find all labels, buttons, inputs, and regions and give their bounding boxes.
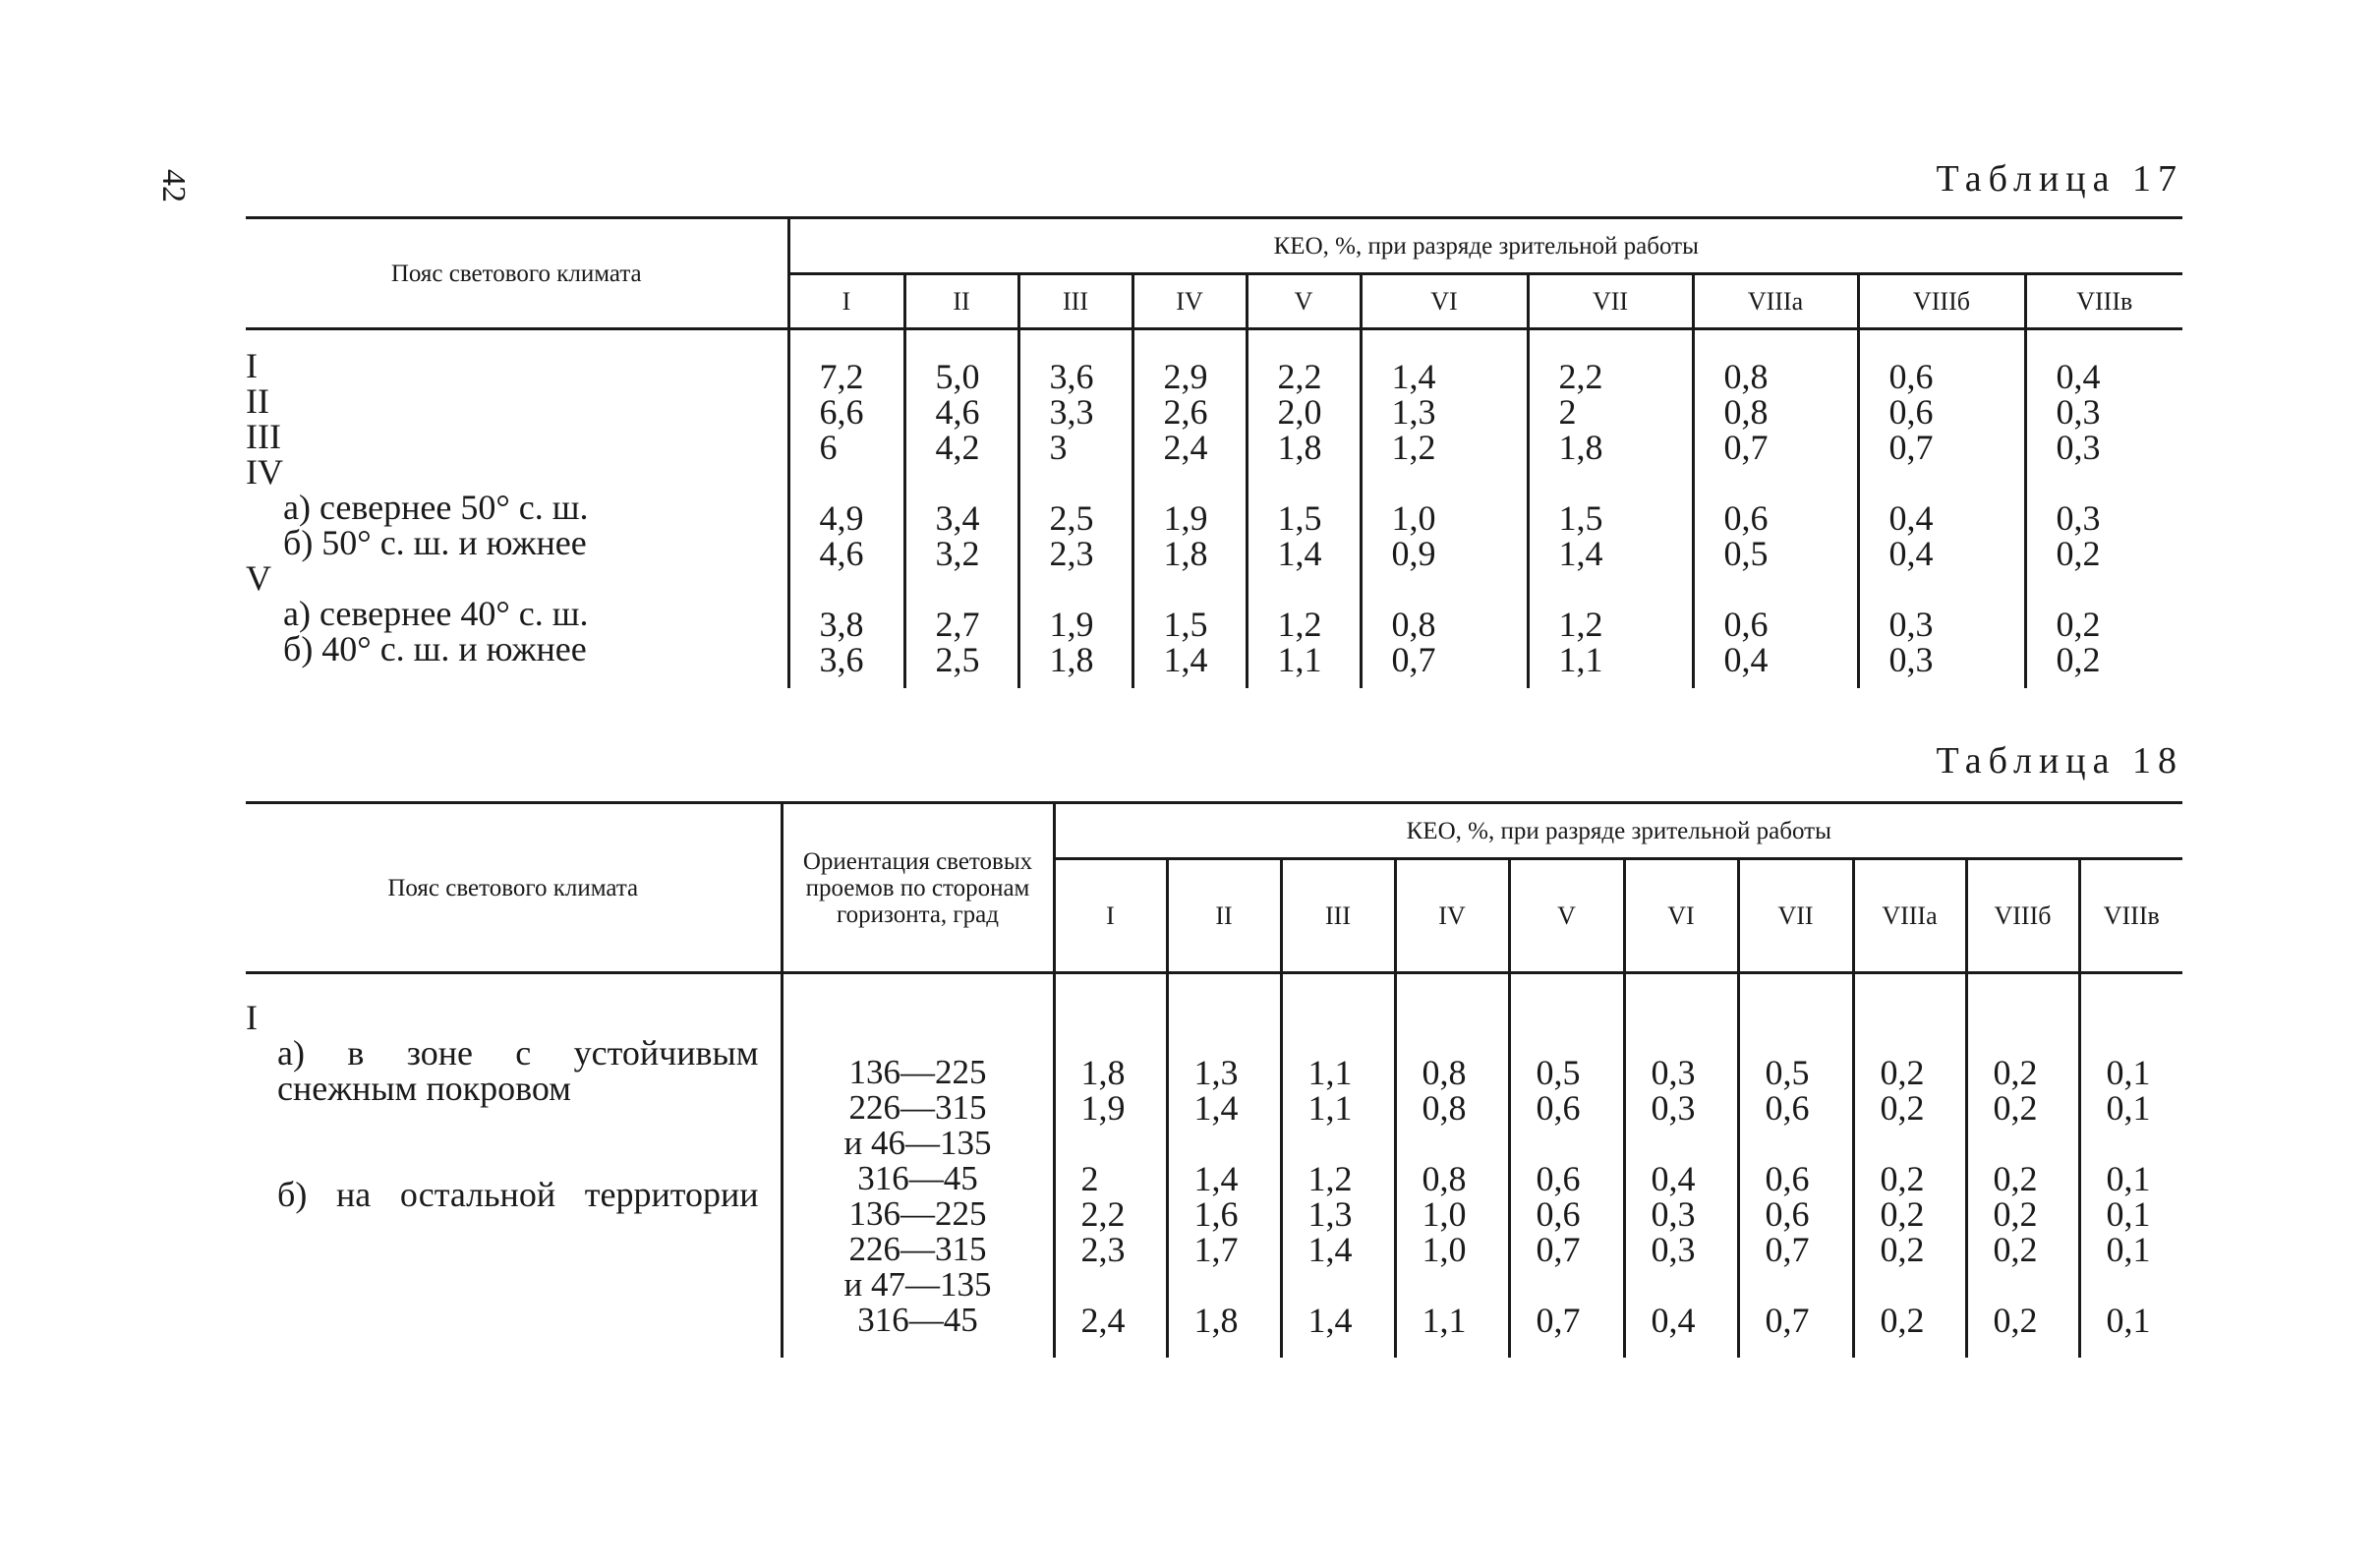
table17-value: [1164, 571, 1246, 607]
table18-value: 0,8: [1422, 1088, 1467, 1128]
table18-value: 1,4: [1193, 1088, 1239, 1128]
table18-empty-line: [1766, 1019, 1852, 1055]
table18-empty-line: [2107, 1267, 2183, 1303]
table18-value: 1,9: [1080, 1088, 1126, 1128]
table17-row-label: II: [246, 381, 269, 421]
table17-value: 1,4: [1277, 534, 1322, 573]
table17-zone-cell: [246, 329, 788, 689]
table18-empty-line: [1994, 1267, 2078, 1303]
table18-value: 1,7: [1193, 1230, 1239, 1269]
table18-header-zone: Пояс светового климата: [246, 803, 782, 973]
table17-value: 0,2: [2056, 534, 2101, 573]
table18-zone-line: б) на остальной территории: [277, 1175, 759, 1214]
table18-empty-line: [1766, 1126, 1852, 1161]
table17-value: 2,5: [935, 640, 980, 679]
table18-caption: Таблица 18: [1936, 740, 2183, 782]
table17-row-label: I: [246, 346, 258, 385]
table18-zone-line: [246, 1106, 759, 1141]
table17-value: 1,2: [1277, 605, 1322, 644]
table17-value: 1,8: [1049, 640, 1094, 679]
table17-value: 1,3: [1391, 392, 1436, 432]
table18-empty-line: [1194, 1019, 1280, 1055]
table17-value: 0,8: [1391, 605, 1436, 644]
table17-value: [1392, 571, 1527, 607]
table17-value: 3,6: [1049, 357, 1094, 396]
table17-value: 0,4: [1888, 534, 1934, 573]
table18-empty-line: [1308, 1126, 1394, 1161]
table17-value: 3,8: [819, 605, 864, 644]
table17-value-col: [1528, 329, 1693, 689]
table17-value-col: [1361, 329, 1528, 689]
table17-value: 0,7: [1723, 428, 1769, 467]
table18-value: 0,1: [2106, 1159, 2151, 1198]
table18-col-header: IV: [1395, 859, 1509, 973]
table18-col-header: VIIIа: [1853, 859, 1966, 973]
table17-col-header: V: [1247, 274, 1361, 329]
table18-value: 0,8: [1422, 1053, 1467, 1092]
table18-value: 0,2: [1993, 1053, 2038, 1092]
table17-value: 0,7: [1888, 428, 1934, 467]
table17-value: [820, 465, 903, 500]
table17-value: 3,4: [935, 498, 980, 538]
table18-value: 1,4: [1193, 1159, 1239, 1198]
table18-empty-line: [1081, 1019, 1166, 1055]
table18-header-keo: КЕО, %, при разряде зрительной работы: [1054, 803, 2182, 859]
table17-value: 1,5: [1558, 498, 1603, 538]
table18-value: 0,5: [1765, 1053, 1810, 1092]
table17-value: [1724, 465, 1857, 500]
table18-zone-cell: [246, 973, 782, 1359]
table17-value: 0,6: [1888, 357, 1934, 396]
table18-empty-line: [1422, 1126, 1508, 1161]
table17-value-col: [1018, 329, 1132, 689]
table17-value: [1278, 571, 1360, 607]
table18-empty-line: [1308, 1019, 1394, 1055]
table18-value: 0,3: [1651, 1088, 1696, 1128]
table17-value: 3,3: [1049, 392, 1094, 432]
table17: [246, 216, 2182, 688]
table18-orientation-line: 136—225: [848, 1194, 987, 1233]
table18-value-col: [1966, 973, 2079, 1359]
table18-value: 1,3: [1307, 1194, 1353, 1234]
table17-value: 1,5: [1163, 605, 1208, 644]
table18-value: 0,2: [1993, 1194, 2038, 1234]
table18-empty-line: [1194, 1126, 1280, 1161]
table17-value: 2,6: [1163, 392, 1208, 432]
table17-value: 0,5: [1723, 534, 1769, 573]
table18: [246, 801, 2182, 1358]
table18-value: 0,2: [1880, 1053, 1925, 1092]
table17-value: 1,4: [1163, 640, 1208, 679]
table18-value: 1,2: [1307, 1159, 1353, 1198]
table18-value: 1,1: [1422, 1301, 1467, 1340]
table17-caption: Таблица 17: [1936, 158, 2183, 200]
table17-value: 1,5: [1277, 498, 1322, 538]
table18-zone-line: I: [246, 998, 258, 1037]
table17-value: [2057, 571, 2183, 607]
table17-value: [1278, 465, 1360, 500]
page-number: 42: [155, 169, 192, 203]
table18-empty-line: [1652, 1267, 1737, 1303]
table18-value-col: [1853, 973, 1966, 1359]
table17-col-header: VII: [1528, 274, 1693, 329]
table18-col-header: II: [1167, 859, 1281, 973]
table18-zone-line: [246, 1141, 759, 1177]
table18-empty-line: [1081, 1267, 1166, 1303]
table18-value: 2: [1080, 1159, 1099, 1198]
table17-value: 2,9: [1163, 357, 1208, 396]
table17-value: 3,6: [819, 640, 864, 679]
table18-empty-line: [1537, 1019, 1623, 1055]
table17-value: 0,6: [1723, 605, 1769, 644]
table17-value: 2,2: [1277, 357, 1322, 396]
table17-value: 1,4: [1558, 534, 1603, 573]
table18-value: 0,7: [1536, 1301, 1581, 1340]
table18-value: 0,1: [2106, 1301, 2151, 1340]
table17-value: 2,7: [935, 605, 980, 644]
table17-value: 4,2: [935, 428, 980, 467]
table17-value: 4,9: [819, 498, 864, 538]
table17-value-col: [904, 329, 1018, 689]
table18-orientation-cell: [782, 973, 1054, 1359]
table18-value: 0,3: [1651, 1230, 1696, 1269]
table18-zone-line: снежным покровом: [277, 1069, 571, 1108]
table18-value: 0,2: [1880, 1194, 1925, 1234]
table18-value: 1,0: [1422, 1230, 1467, 1269]
table18-value-col: [1624, 973, 1738, 1359]
table17-value: 0,3: [2056, 498, 2101, 538]
table18-col-header: I: [1054, 859, 1167, 973]
table17-value-col: [2025, 329, 2182, 689]
table17-value: 2,0: [1277, 392, 1322, 432]
table18-value: 0,6: [1536, 1194, 1581, 1234]
table18-zone-line: [246, 1283, 759, 1318]
table18-orientation-line: [784, 1019, 1053, 1055]
table18-value-col: [1167, 973, 1281, 1359]
table18-orientation-line: 316—45: [857, 1301, 978, 1339]
table18-value: 0,4: [1651, 1301, 1696, 1340]
table17-row-label: а) севернее 50° с. ш.: [283, 488, 589, 527]
table18-empty-line: [1537, 1126, 1623, 1161]
table18-value: 0,1: [2106, 1194, 2151, 1234]
table18-empty-line: [1994, 1019, 2078, 1055]
table17-value: 0,4: [1723, 640, 1769, 679]
table18-orientation-line: и 46—135: [843, 1124, 992, 1162]
table17-value: 7,2: [819, 357, 864, 396]
table18-value: 2,3: [1080, 1230, 1126, 1269]
table18-value: 0,2: [1993, 1159, 2038, 1198]
table18-value: 0,1: [2106, 1088, 2151, 1128]
table17-value: 6: [819, 428, 838, 467]
table17-col-header: II: [904, 274, 1018, 329]
table17-header-keo: КЕО, %, при разряде зрительной работы: [788, 218, 2182, 274]
table18-value: 1,4: [1307, 1301, 1353, 1340]
table18-zone-line: [246, 1248, 759, 1283]
table17-value: 0,3: [1888, 605, 1934, 644]
table18-col-header: III: [1281, 859, 1395, 973]
table18-value: 2,4: [1080, 1301, 1126, 1340]
table18-value: 0,8: [1422, 1159, 1467, 1198]
table18-value: 0,3: [1651, 1194, 1696, 1234]
table17-value-col: [1693, 329, 1858, 689]
table18-value: 0,6: [1765, 1194, 1810, 1234]
table17-value: 2,5: [1049, 498, 1094, 538]
table17-value: [1724, 571, 1857, 607]
table17-col-header: VIIIв: [2025, 274, 2182, 329]
table17-value: 1,8: [1558, 428, 1603, 467]
table18-value: 0,6: [1765, 1159, 1810, 1198]
table18-value: 1,6: [1193, 1194, 1239, 1234]
table17-value: 0,9: [1391, 534, 1436, 573]
table18-orientation-line: 226—315: [848, 1088, 987, 1127]
table18-value: 1,1: [1307, 1088, 1353, 1128]
table17-row-label: V: [246, 558, 271, 598]
table18-value: 1,3: [1193, 1053, 1239, 1092]
table18-col-header: VI: [1624, 859, 1738, 973]
table17-value: 2,2: [1558, 357, 1603, 396]
table18-value-col: [1509, 973, 1624, 1359]
table18-value: 0,1: [2106, 1230, 2151, 1269]
table18-orientation-line: 136—225: [848, 1053, 987, 1091]
table17-value: 0,8: [1723, 357, 1769, 396]
table18-value-col: [1054, 973, 1167, 1359]
table18-empty-line: [1537, 1267, 1623, 1303]
table17-value: 0,6: [1723, 498, 1769, 538]
table18-value: 0,5: [1536, 1053, 1581, 1092]
table18-empty-line: [1881, 1267, 1965, 1303]
table18-orientation-line: и 47—135: [843, 1265, 992, 1304]
table18-value: 2,2: [1080, 1194, 1126, 1234]
table18-value: 0,6: [1536, 1088, 1581, 1128]
table17-value: 2: [1558, 392, 1577, 432]
table18-value: 0,2: [1993, 1301, 2038, 1340]
table17-col-header: VIIIб: [1858, 274, 2025, 329]
table17-value: 0,3: [2056, 428, 2101, 467]
table17-value: 3: [1049, 428, 1068, 467]
table17-value: 6,6: [819, 392, 864, 432]
table18-value-col: [1281, 973, 1395, 1359]
table18-orientation-line: 316—45: [857, 1159, 978, 1197]
table17-value: 1,2: [1391, 428, 1436, 467]
table17-value-col: [1132, 329, 1247, 689]
table18-empty-line: [1308, 1267, 1394, 1303]
table18-empty-line: [1766, 1267, 1852, 1303]
table17-value: 1,9: [1049, 605, 1094, 644]
table18-value: 0,4: [1651, 1159, 1696, 1198]
table17-value: 0,3: [1888, 640, 1934, 679]
table18-empty-line: [1881, 1126, 1965, 1161]
table17-value: 4,6: [935, 392, 980, 432]
table17-value: 1,9: [1163, 498, 1208, 538]
table17-header-zone: Пояс светового климата: [246, 218, 788, 329]
table18-empty-line: [2107, 1126, 2183, 1161]
table17-value-col: [1247, 329, 1361, 689]
table17-value: 0,4: [2056, 357, 2101, 396]
table17-value: 0,7: [1391, 640, 1436, 679]
table17-value: [1889, 571, 2024, 607]
table17-value: 1,8: [1277, 428, 1322, 467]
table17-value-col: [788, 329, 904, 689]
table17-value: 1,8: [1163, 534, 1208, 573]
table17-value: 1,1: [1558, 640, 1603, 679]
table18-empty-line: [1652, 1019, 1737, 1055]
table17-col-header: IV: [1132, 274, 1247, 329]
table18-empty-line: [1422, 1267, 1508, 1303]
table17-value: 0,4: [1888, 498, 1934, 538]
table18-col-header: VIIIв: [2079, 859, 2182, 973]
table18-col-header: VIIIб: [1966, 859, 2079, 973]
table18-value: 0,2: [1880, 1301, 1925, 1340]
table18-value: 0,7: [1765, 1301, 1810, 1340]
table18-orientation-line: 226—315: [848, 1230, 987, 1268]
table18-value: 0,3: [1651, 1053, 1696, 1092]
table17-value: [1050, 465, 1132, 500]
table17-value: 0,6: [1888, 392, 1934, 432]
table18-value: 1,0: [1422, 1194, 1467, 1234]
table18-empty-line: [1652, 1126, 1737, 1161]
table17-row-label: III: [246, 417, 281, 456]
table18-empty-line: [1881, 1019, 1965, 1055]
table17-value: [1559, 465, 1692, 500]
table17-value: 2,4: [1163, 428, 1208, 467]
table17-value: 1,4: [1391, 357, 1436, 396]
table18-empty-line: [1994, 1126, 2078, 1161]
table17-value: 1,0: [1391, 498, 1436, 538]
table18-zone-line: [246, 1212, 759, 1248]
table18-value-col: [1738, 973, 1853, 1359]
table18-col-header: VII: [1738, 859, 1853, 973]
table18-empty-line: [1422, 1019, 1508, 1055]
table18-value-col: [1395, 973, 1509, 1359]
table17-value: [936, 571, 1017, 607]
table18-col-header: V: [1509, 859, 1624, 973]
table17-row-label: IV: [246, 452, 283, 492]
table17-value: 0,2: [2056, 605, 2101, 644]
table18-value-col: [2079, 973, 2182, 1359]
table17-value: [820, 571, 903, 607]
table17-col-header: VI: [1361, 274, 1528, 329]
table18-value: 0,2: [1880, 1159, 1925, 1198]
table17-value-col: [1858, 329, 2025, 689]
table18-zone-line: а) в зоне с устойчивым: [277, 1033, 759, 1073]
table18-value: 0,6: [1536, 1159, 1581, 1198]
table17-value: 0,3: [2056, 392, 2101, 432]
table17-value: 5,0: [935, 357, 980, 396]
table17-value: [1392, 465, 1527, 500]
table17-value: 2,3: [1049, 534, 1094, 573]
table18-empty-line: [2107, 1019, 2183, 1055]
table17-value: 3,2: [935, 534, 980, 573]
table17-col-header: III: [1018, 274, 1132, 329]
table18-empty-line: [1194, 1267, 1280, 1303]
table18-value: 1,8: [1080, 1053, 1126, 1092]
table17-value: 1,1: [1277, 640, 1322, 679]
table17-col-header: I: [788, 274, 904, 329]
table18-value: 0,2: [1993, 1088, 2038, 1128]
table17-value: [1164, 465, 1246, 500]
table18-value: 0,2: [1880, 1088, 1925, 1128]
table18-value: 0,2: [1993, 1230, 2038, 1269]
table18-value: 0,1: [2106, 1053, 2151, 1092]
table17-row-label: б) 50° с. ш. и южнее: [283, 523, 587, 562]
table17-value: [936, 465, 1017, 500]
table18-empty-line: [1081, 1126, 1166, 1161]
table18-value: 0,7: [1536, 1230, 1581, 1269]
table18-value: 0,7: [1765, 1230, 1810, 1269]
table18-value: 1,1: [1307, 1053, 1353, 1092]
table18-value: 1,8: [1193, 1301, 1239, 1340]
table17-value: [1050, 571, 1132, 607]
table17-value: 4,6: [819, 534, 864, 573]
table17-value: [1559, 571, 1692, 607]
table17-row-label: б) 40° с. ш. и южнее: [283, 629, 587, 668]
table17-row-label: а) севернее 40° с. ш.: [283, 594, 589, 633]
table17-value: 1,2: [1558, 605, 1603, 644]
table17-col-header: VIIIа: [1693, 274, 1858, 329]
table17-value: 0,2: [2056, 640, 2101, 679]
table17-value: [2057, 465, 2183, 500]
table18-value: 0,6: [1765, 1088, 1810, 1128]
table17-value: [1889, 465, 2024, 500]
table18-value: 0,2: [1880, 1230, 1925, 1269]
table17-value: 0,8: [1723, 392, 1769, 432]
table18-header-orientation: Ориентация световых проемов по сторонам горизонта, град: [782, 803, 1054, 973]
table18-value: 1,4: [1307, 1230, 1353, 1269]
